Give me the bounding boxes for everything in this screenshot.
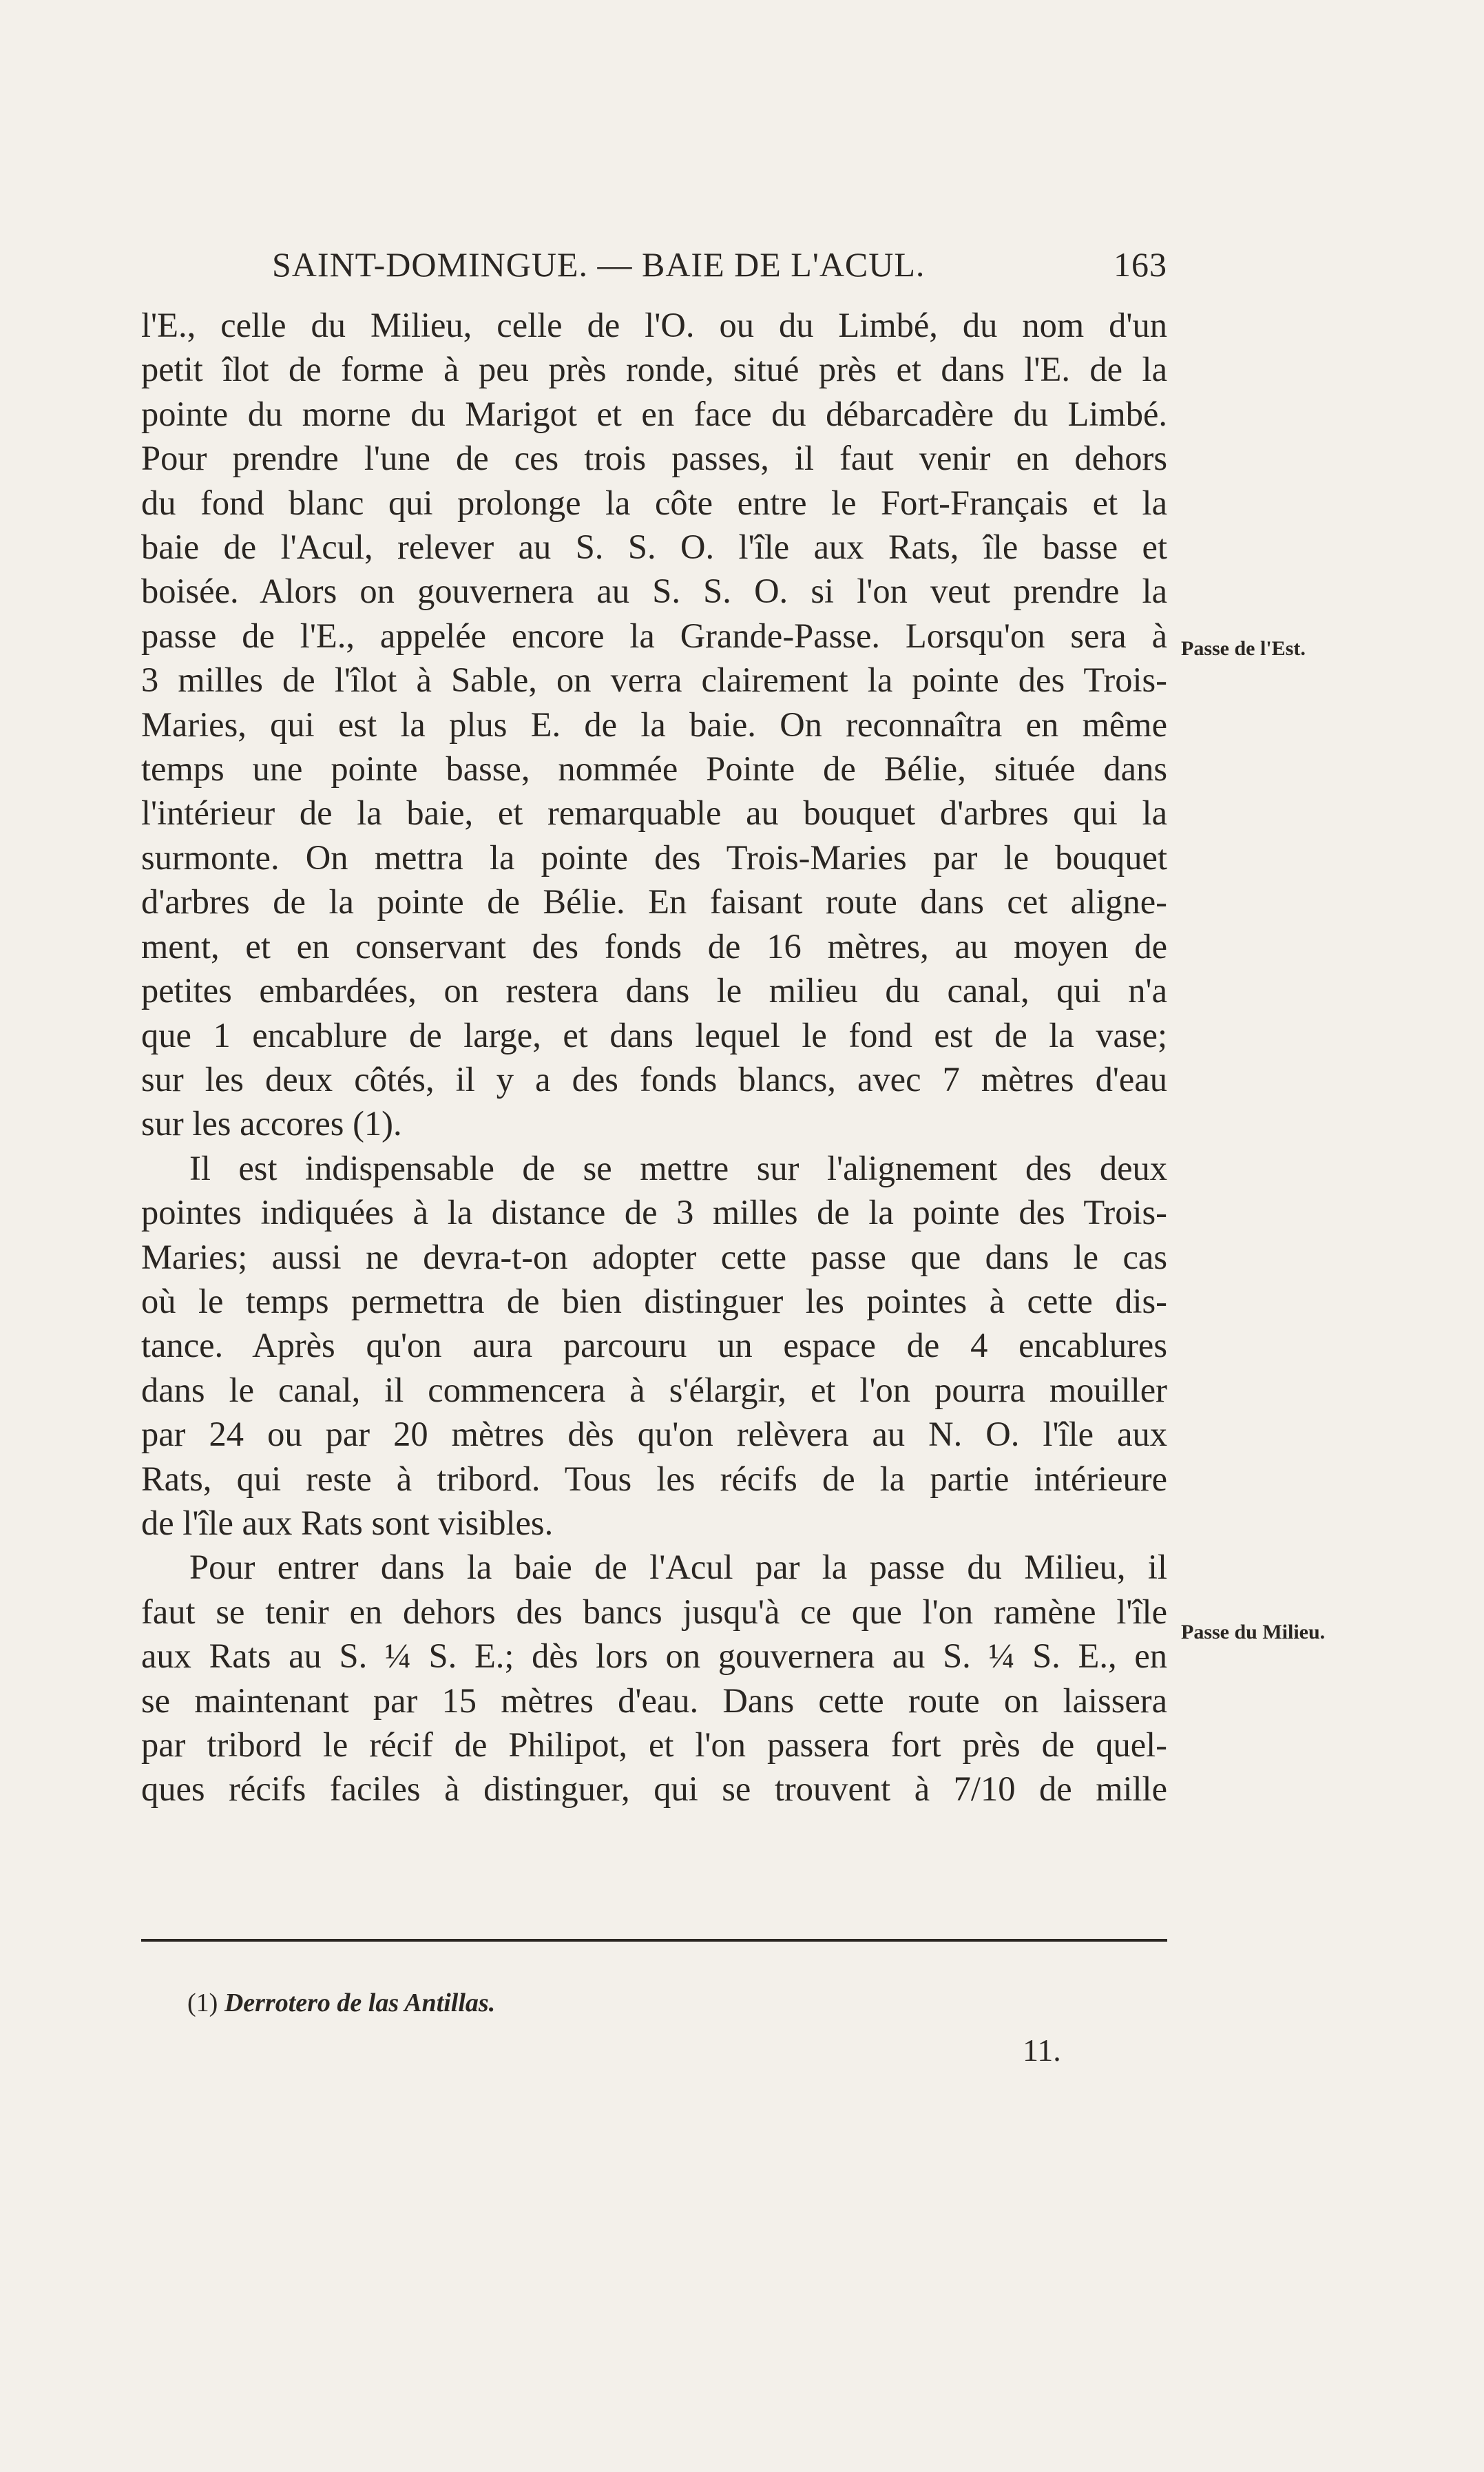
running-header bbox=[272, 245, 1167, 293]
footnote-text: Derrotero de las Antillas. bbox=[224, 1988, 496, 2017]
text-line: Pour entrer dans la baie de l'Acul par la passe du Milieu, il bbox=[189, 1548, 1167, 1587]
header-title: SAINT-DOMINGUE. — BAIE DE L'ACUL. bbox=[272, 245, 926, 284]
text-line: pointes indiquées à la distance de 3 milles de la pointe des Trois- bbox=[141, 1193, 1167, 1232]
text-line: Maries; aussi ne devra-t-on adopter cette passe que dans le cas bbox=[141, 1237, 1167, 1276]
text-line: temps une pointe basse, nommée Pointe de Bélie, située dans bbox=[141, 749, 1167, 789]
margin-note-passe-est: Passe de l'Est. bbox=[1181, 637, 1306, 660]
text-line: où le temps permettra de bien distinguer les pointes à cette dis- bbox=[141, 1281, 1167, 1320]
text-line: petites embardées, on restera dans le milieu du canal, qui n'a bbox=[141, 971, 1167, 1010]
footnote-rule bbox=[141, 1939, 1167, 1942]
text-line: de l'île aux Rats sont visibles. bbox=[141, 1503, 554, 1542]
text-line: Maries, qui est la plus E. de la baie. On reconnaîtra en même bbox=[141, 705, 1167, 744]
text-line: par 24 ou par 20 mètres dès qu'on relèvera au N. O. l'île aux bbox=[141, 1415, 1167, 1454]
text-line: l'E., celle du Milieu, celle de l'O. ou du Limbé, du nom d'un bbox=[141, 306, 1167, 344]
text-line: Il est indispensable de se mettre sur l'alignement des deux bbox=[189, 1148, 1167, 1187]
text-line: baie de l'Acul, relever au S. S. O. l'île aux Rats, île basse et bbox=[141, 528, 1167, 567]
text-line: passe de l'E., appelée encore la Grande-Passe. Lorsqu'on sera à bbox=[141, 616, 1167, 655]
text-line: faut se tenir en dehors des bancs jusqu'à ce que l'on ramène l'île bbox=[141, 1592, 1167, 1631]
text-line: l'intérieur de la baie, et remarquable au bouquet d'arbres qui la bbox=[141, 793, 1167, 833]
text-line: petit îlot de forme à peu près ronde, situé près et dans l'E. de la bbox=[141, 350, 1167, 389]
signature-mark: 11. bbox=[1023, 2033, 1061, 2068]
footnote bbox=[187, 1988, 495, 2018]
text-line: Pour prendre l'une de ces trois passes, il faut venir en dehors bbox=[141, 439, 1167, 478]
text-line: par tribord le récif de Philipot, et l'on passera fort près de quel- bbox=[141, 1725, 1167, 1764]
text-line: surmonte. On mettra la pointe des Trois-Maries par le bouquet bbox=[141, 838, 1167, 877]
text-line: dans le canal, il commencera à s'élargir, et l'on pourra mouiller bbox=[141, 1370, 1167, 1409]
footnote-marker: (1) bbox=[187, 1988, 218, 2017]
text-line: aux Rats au S. ¼ S. E.; dès lors on gouvernera au S. ¼ S. E., en bbox=[141, 1637, 1167, 1676]
page-number: 163 bbox=[1114, 245, 1167, 284]
text-line: sur les deux côtés, il y a des fonds blancs, avec 7 mètres d'eau bbox=[141, 1059, 1167, 1099]
text-line: que 1 encablure de large, et dans lequel le fond est de la vase; bbox=[141, 1015, 1167, 1055]
text-line: tance. Après qu'on aura parcouru un espace de 4 encablures bbox=[141, 1326, 1167, 1365]
text-line: ques récifs faciles à distinguer, qui se trouvent à 7/10 de mille bbox=[141, 1769, 1167, 1809]
text-line: d'arbres de la pointe de Bélie. En faisant route dans cet aligne- bbox=[141, 882, 1167, 922]
text-line: boisée. Alors on gouvernera au S. S. O. si l'on veut prendre la bbox=[141, 572, 1167, 611]
text-line: se maintenant par 15 mètres d'eau. Dans cette route on laissera bbox=[141, 1681, 1167, 1720]
body-text bbox=[141, 303, 1167, 1811]
text-line: du fond blanc qui prolonge la côte entre le Fort-Français et la bbox=[141, 483, 1167, 522]
text-line: sur les accores (1). bbox=[141, 1104, 402, 1143]
text-line: 3 milles de l'îlot à Sable, on verra clairement la pointe des Trois- bbox=[141, 661, 1167, 700]
text-line: pointe du morne du Marigot et en face du débarcadère du Limbé. bbox=[141, 394, 1167, 433]
margin-note-passe-milieu: Passe du Milieu. bbox=[1181, 1621, 1326, 1643]
text-line: Rats, qui reste à tribord. Tous les récifs de la partie intérieure bbox=[141, 1459, 1167, 1498]
text-line: ment, et en conservant des fonds de 16 mètres, au moyen de bbox=[141, 926, 1167, 966]
